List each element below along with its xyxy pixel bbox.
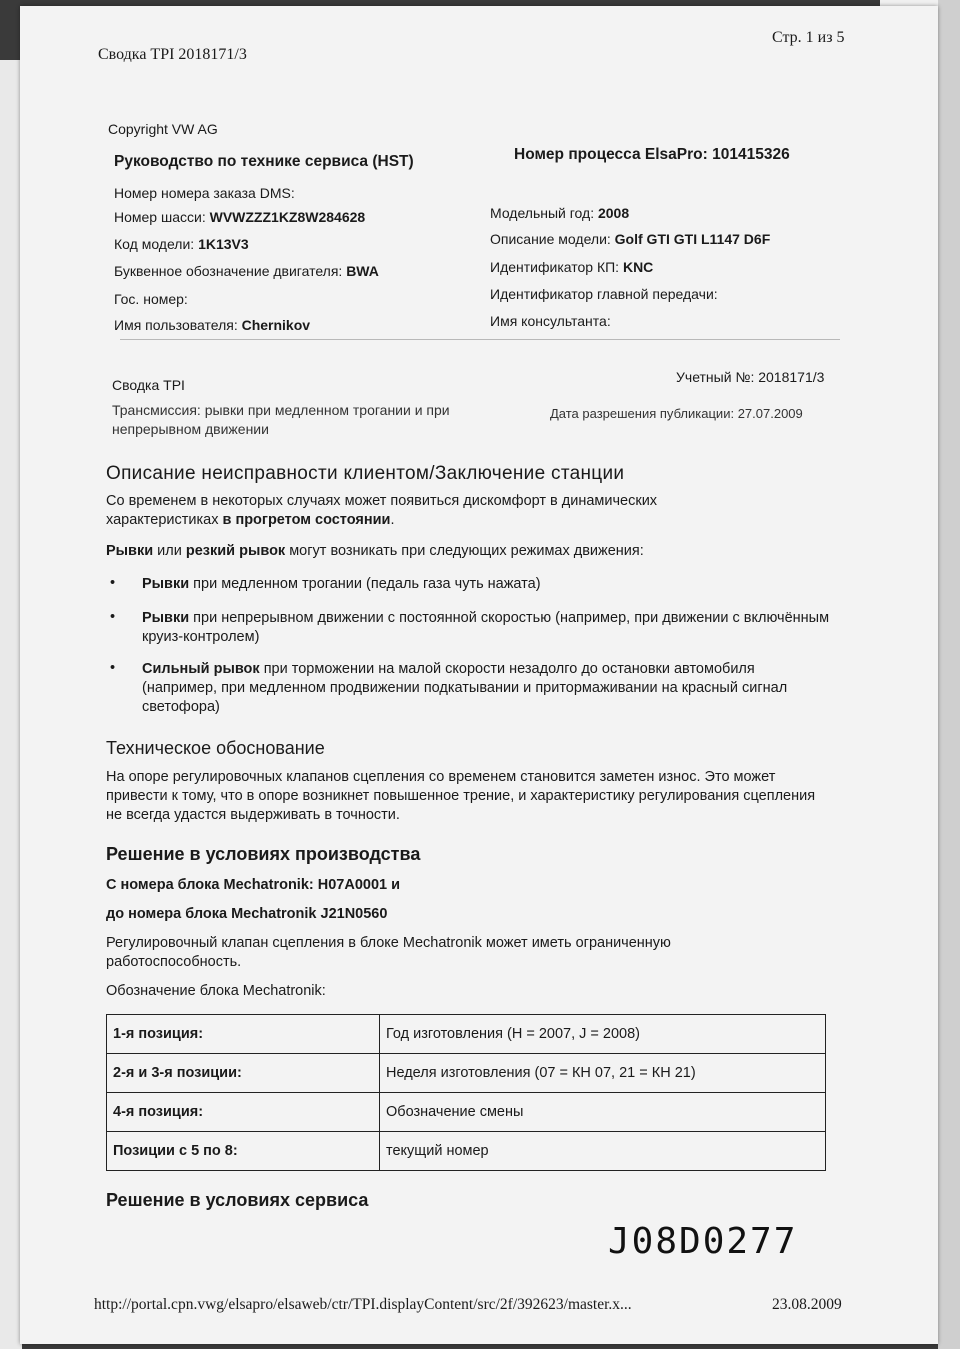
user-row [114, 317, 310, 333]
table-cell-meaning: текущий номер [380, 1132, 826, 1171]
gearbox-label: Идентификатор КП: [490, 259, 620, 275]
table-row [107, 1132, 826, 1171]
chassis-value: WVWZZZ1KZ8W284628 [209, 209, 366, 225]
account-label: Учетный №: [676, 369, 755, 385]
release-row [550, 406, 803, 421]
model-desc-label: Описание модели: [490, 231, 611, 247]
tpi-label: Сводка TPI [112, 377, 185, 393]
p2-bold2: резкий рывок [185, 543, 286, 559]
p1-line2: характеристиках [106, 512, 223, 528]
model-code-row [114, 236, 249, 252]
p1-bold: в прогретом состоянии [222, 512, 391, 528]
account-value: 2018171/3 [758, 369, 825, 385]
tpi-subject-line1: Трансмиссия: рывки при медленном трогании и при [112, 402, 450, 418]
background-right-edge [938, 0, 960, 1349]
table-row [107, 1093, 826, 1132]
tpi-subject-line2: непрерывном движении [112, 421, 269, 437]
p1-end: . [390, 512, 395, 528]
table-cell-position: Позиции с 5 по 8: [107, 1132, 380, 1171]
p1-line1: Со временем в некоторых случаях может появиться дискомфорт в динамических [106, 493, 658, 509]
table-row [107, 1054, 826, 1093]
bullet-marker: • [110, 575, 116, 591]
year-label: Модельный год: [490, 205, 595, 221]
p2-end: могут возникать при следующих режимах движения: [285, 543, 644, 559]
summary-title: Сводка TPI 2018171/3 [98, 46, 247, 63]
table-cell-meaning: Обозначение смены [380, 1093, 826, 1132]
section-customer-paragraph2 [106, 542, 826, 561]
model-code-value: 1K13V3 [198, 236, 249, 252]
engine-row [114, 263, 379, 279]
background-paper-left [0, 60, 22, 1349]
section-technical-text: На опоре регулировочных клапанов сцепления со временем становится заметен износ. Это может привести к тому, что в опоре возникнет повышенное трение, и характеристику регулирования сцепления не всегда удастся выдерживать в точности. [106, 769, 816, 823]
year-row [490, 205, 629, 221]
p2-mid: или [153, 543, 186, 559]
plate-label: Гос. номер: [114, 291, 188, 307]
mechatronik-table [106, 1014, 826, 1171]
user-value: Chernikov [241, 317, 311, 333]
copyright: Copyright VW AG [108, 121, 218, 137]
mechatronik-to: до номера блока Mechatronik J21N0560 [106, 906, 388, 922]
section-customer-heading: Описание неисправности клиентом/Заключение станции [106, 463, 625, 484]
bullet-bold: Рывки [142, 610, 190, 626]
table-cell-meaning: Неделя изготовления (07 = КН 07, 21 = КН 21) [380, 1054, 826, 1093]
engine-label: Буквенное обозначение двигателя: [114, 263, 343, 279]
model-code-label: Код модели: [114, 236, 195, 252]
mechatronik-from: С номера блока Mechatronik: H07A0001 и [106, 877, 401, 893]
bullet-bold: Сильный рывок [142, 661, 260, 677]
chassis-label: Номер шасси: [114, 209, 206, 225]
dms-label: Номер номера заказа DMS: [114, 185, 295, 201]
release-value: 27.07.2009 [737, 406, 803, 421]
model-desc-row [490, 231, 770, 247]
table-cell-position: 2-я и 3-я позиции: [107, 1054, 380, 1093]
bullet-text: при непрерывном движении с постоянной скоростью (например, при движении с включённым круиз-контролем) [142, 610, 830, 645]
designation-label: Обозначение блока Mechatronik: [106, 983, 326, 999]
engine-value: BWA [346, 263, 379, 279]
model-desc-value: Golf GTI GTI L1147 D6F [614, 231, 771, 247]
divider [120, 339, 840, 340]
document-page [20, 6, 938, 1344]
consultant-label: Имя консультанта: [490, 313, 611, 329]
elsapro-title: Номер процесса ElsaPro: 101415326 [514, 146, 790, 163]
page-number: Стр. 1 из 5 [772, 29, 845, 46]
section-service-heading: Решение в условиях сервиса [106, 1190, 369, 1210]
hst-title: Руководство по технике сервиса (HST) [114, 153, 414, 170]
bullet-item [142, 609, 832, 647]
account-row [676, 369, 824, 385]
bullet-text: при торможении на малой скорости незадолго до остановки автомобиля (например, при медленном продвижении подкатывании и притормаживании на красный сигнал светофора) [142, 661, 788, 715]
bullet-text: при медленном трогании (педаль газа чуть нажата) [189, 576, 541, 592]
final-drive-label: Идентификатор главной передачи: [490, 286, 718, 302]
footer-url: http://portal.cpn.vwg/elsapro/elsaweb/ctr/TPI.displayContent/src/2f/392623/master.x... [94, 1296, 632, 1313]
table-cell-meaning: Год изготовления (H = 2007, J = 2008) [380, 1015, 826, 1054]
bullet-bold: Рывки [142, 576, 190, 592]
year-value: 2008 [597, 205, 630, 221]
handwritten-note: J08D0277 [608, 1221, 798, 1262]
section-technical-heading: Техническое обоснование [106, 738, 325, 758]
section-production-text: Регулировочный клапан сцепления в блоке Mechatronik может иметь ограниченную работоспособность. [106, 935, 671, 970]
user-label: Имя пользователя: [114, 317, 238, 333]
bullet-marker: • [110, 609, 116, 625]
section-customer-paragraph1 [106, 492, 806, 530]
gearbox-row [490, 259, 653, 275]
table-cell-position: 1-я позиция: [107, 1015, 380, 1054]
release-label: Дата разрешения публикации: [550, 406, 735, 421]
table-row [107, 1015, 826, 1054]
footer-date: 23.08.2009 [772, 1296, 842, 1313]
bullet-item [142, 575, 832, 594]
table-cell-position: 4-я позиция: [107, 1093, 380, 1132]
bullet-item [142, 660, 832, 717]
bullet-marker: • [110, 660, 116, 676]
p2-bold1: Рывки [106, 543, 154, 559]
gearbox-value: KNC [622, 259, 654, 275]
chassis-row [114, 209, 365, 225]
section-production-heading: Решение в условиях производства [106, 844, 421, 864]
